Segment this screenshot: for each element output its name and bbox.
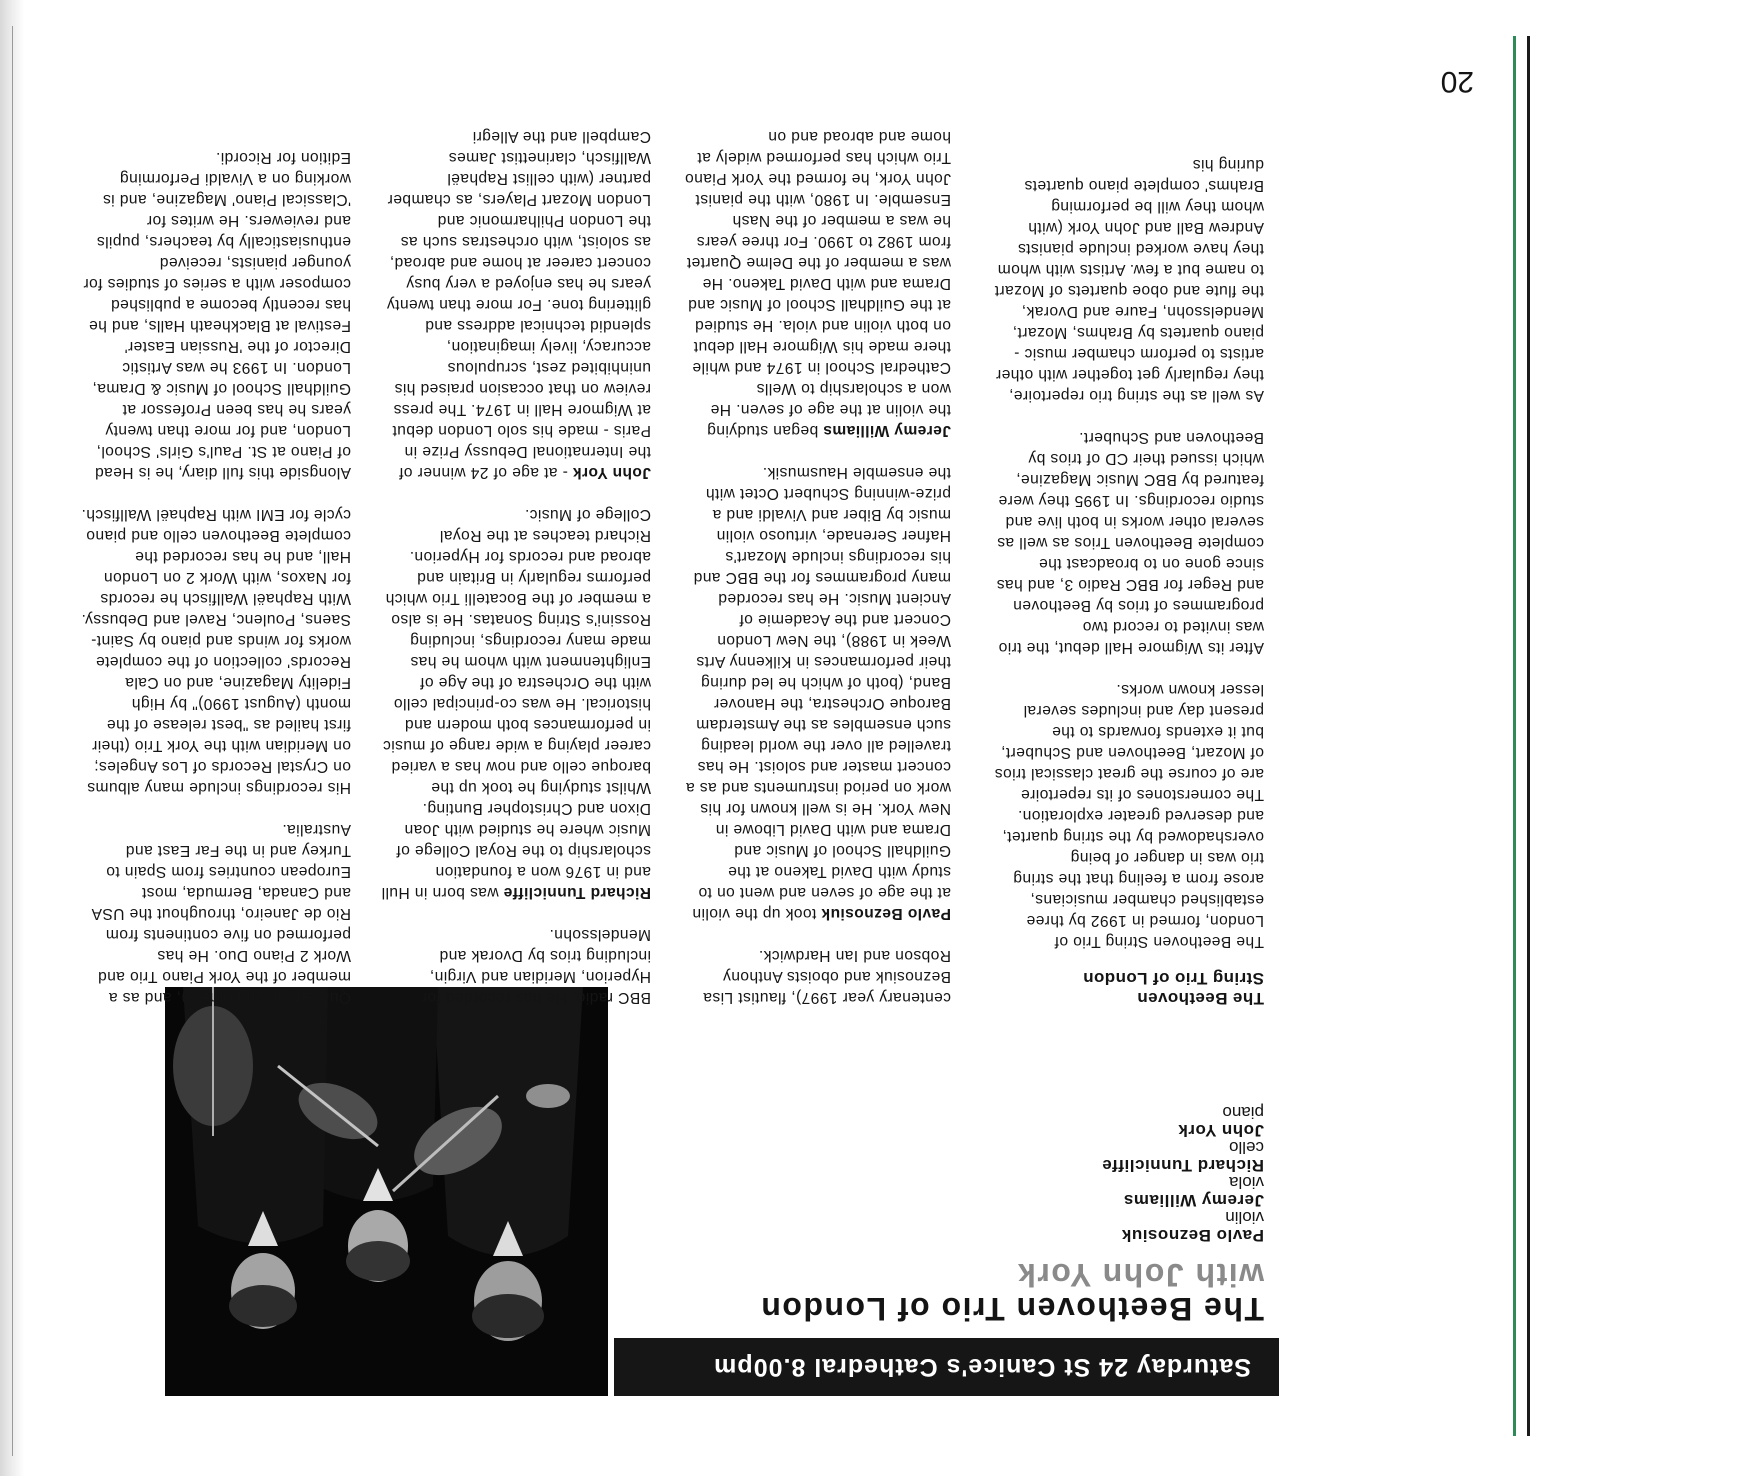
bio-paragraph (381, 126, 651, 483)
page-edge-green (1513, 36, 1516, 1436)
bio-name: Pavlo Beznosiuk (821, 905, 951, 922)
trio-photo-icon (165, 987, 608, 1396)
bio-text: began studying the violin at the age of seven. He won a scholarship to Wells Cathedral School in 1974 and while there made his Wigmore Hall debut on both violin and viola. He studied at the Guildhall School of Music and Drama and with David Takeno. He was a member of the Delme Quartet from 1982 to 1990. For three years he was a member of the Nash Ensemble. In 1980, with the pianist John York, he formed the York Piano Trio which has performed widely at home and abroad and on (684, 128, 951, 439)
performer-roster (964, 1104, 1264, 1244)
roster-role: cello (1229, 1138, 1264, 1158)
paragraph: Alongside this full diary, he is Head of Piano at St. Paul's Girls' School, London, and for more than twenty years he has been Professor at Guildhall School of Music & Drama, London. In 1993 he was Artistic Director of the 'Russian Easter' Festival at Blackheath Halls, and he has recently become a published composer with a series of studies for younger pianists, received enthusiastically by teachers, pupils and reviewers. He writes for 'Classical Piano' Magazine, and is working on a Vivaldi Performing Edition for Ricordi. (83, 149, 351, 481)
column-violin-viola-bios (681, 105, 951, 1008)
paragraph: The Beethoven String Trio of London, formed in 1992 by three established chamber musicians, arose from a feeling that the string trio was in danger of being overshadowed by the string quartet, and deserved greater exploration. The cornerstones of its repertoire are of course the great classical trios of Mozart, Beethoven and Schubert, but it extends forwards to the present day and includes several lesser known works. (994, 681, 1264, 950)
column-trio-history (994, 133, 1264, 1008)
bio-text: took up the violin at the age of seven and went on to study with David Takeno at the Guildhall School of Music and Drama and with David Libowe in New York. He is well known for his work on period instruments and as a concert master and soloist. He has travelled all over the world leading such ensembles as the Amsterdam Baroque Orchestra, the Hanover Band, (both of which he led during their performances in Kilkenny Arts Week in 1988), the New London Concert and the Academie of Ancient Music. He has recorded many programmes for the BBC and his recordings include Mozart's Hafner Serenade, virtuoso violin music by Biber and Vivaldi and a prize-winning Schubert Octet with the ensemble Hausmusik. (685, 464, 951, 922)
bio-text: - at age of 24 winner of the International Debussy Prize in Paris - made his solo London debut at Wigmore Hall in 1974. The press review on that occasion praised his uninhibited zest, scrupulous accuracy, lively imagination, splendid technical address and glittering tone. For more than twenty years he has enjoyed a very busy concert career at home and abroad, as soloist, with orchestras such as the London Philharmonic and London Mozart Players, as chamber partner (with cellist Raphaël Wallfisch, clarinettist James Campbell and the Allegri (386, 128, 651, 481)
paragraph: His recordings include many albums on Crystal Records of Los Angeles; on Meridian with the York Trio (their first hailed as "best release of the month (August 1990)" by High Fidelity Magazine, and on Cala Records' collection of the complete works for winds and piano by Saint-Saens, Poulenc, Ravel and Debussy. With Raphaël Wallfisch he records for Naxos, with Work 2 on London Hall, and he has recorded the complete Beethoven cello and piano cycle for EMI with Raphaël Wallfisch. (81, 506, 351, 796)
concert-title (664, 1258, 1264, 1326)
bio-paragraph (681, 126, 951, 441)
bio-text: was born in Hull and in 1976 won a foundation scholarship to the Royal College of Music where he studied with Joan Dixon and Christopher Bunting. Whilst studying he took up the baroque cello and now has a varied career playing a wide range of music in performances both modern and historical. He was co-principal cello with the Orchestra of the Age of Enlightenment with whom he has made many recordings, including Rossini's String Sonatas. He is also a member of the Bocatelli Trio which performs regularly in Britain and abroad and records for Hyperion. Richard teaches at the Royal College of Music. (381, 506, 651, 901)
section-heading: The Beethoven (1136, 989, 1264, 1008)
roster-role: piano (1222, 1103, 1264, 1123)
page-fold-line (12, 26, 13, 1456)
roster-role: violin (1225, 1208, 1264, 1228)
bio-paragraph (681, 462, 951, 924)
roster-name: Jeremy Williams (1123, 1191, 1264, 1210)
event-banner: Saturday 24 St Canice's Cathedral 8.00pm (614, 1338, 1279, 1396)
paragraph: Quartet, among others), and as a member of the York Piano Trio and Work 2 Piano Duo. He has performed on five continents from Rio de Janeiro, throughout the USA and Canada, Bermuda, most European countries from Spain to Turkey and in the Far East and Australia. (92, 821, 351, 1006)
paragraph: centenary year 1997), flautist Lisa Beznosiuk and oboists Anthony Robson and Ian Hardwick. (702, 947, 951, 1006)
bio-name: John York (572, 464, 651, 481)
roster-name: John York (1177, 1121, 1264, 1140)
bio-name: Jeremy Williams (822, 422, 951, 439)
paragraph: BBC radio. He has recorded for Hyperion, Meridian and Virgin, including trios by Dvorak and Mendelssohn. (421, 926, 651, 1006)
column-cello-piano-bios (381, 105, 651, 1008)
roster-role: viola (1229, 1173, 1264, 1193)
bio-paragraph (381, 504, 651, 903)
section-heading: String Trio of London (1082, 969, 1264, 988)
bio-name: Richard Tunnicliffe (503, 884, 651, 901)
page-edge-dark (1527, 36, 1530, 1436)
paragraph: After its Wigmore Hall debut, the trio was invited to record two programmes of trios by Beethoven and Reger for BBC Radio 3, and has since gone on to broadcast the complete Beethoven Trios as well as several other works in both live and studio recordings. In 1995 they were featured by BBC Music Magazine, which issued their CD of trios by Beethoven and Schubert. (996, 429, 1264, 656)
trio-photo-graphic (165, 987, 608, 1396)
roster-name: Richard Tunnicliffe (1101, 1156, 1264, 1175)
page-number: 20 (1440, 65, 1474, 98)
column-york-career (81, 126, 351, 1008)
roster-name: Pavlo Beznosiuk (1121, 1226, 1264, 1245)
paragraph: As well as the string trio repertoire, they regularly get together with other artists to perform chamber music - piano quartets by Brahms, Mozart, Mendelssohn, Faure and Dvorak, the flute and oboe quartets of Mozart to name but a few. Artists with whom they have worked include pianists Andrew Ball and John York (with whom they will be performing Brahms' complete piano quartets during his (994, 156, 1264, 404)
title-with: with John York (1016, 1257, 1264, 1293)
title-main: The Beethoven Trio of London (759, 1291, 1264, 1327)
